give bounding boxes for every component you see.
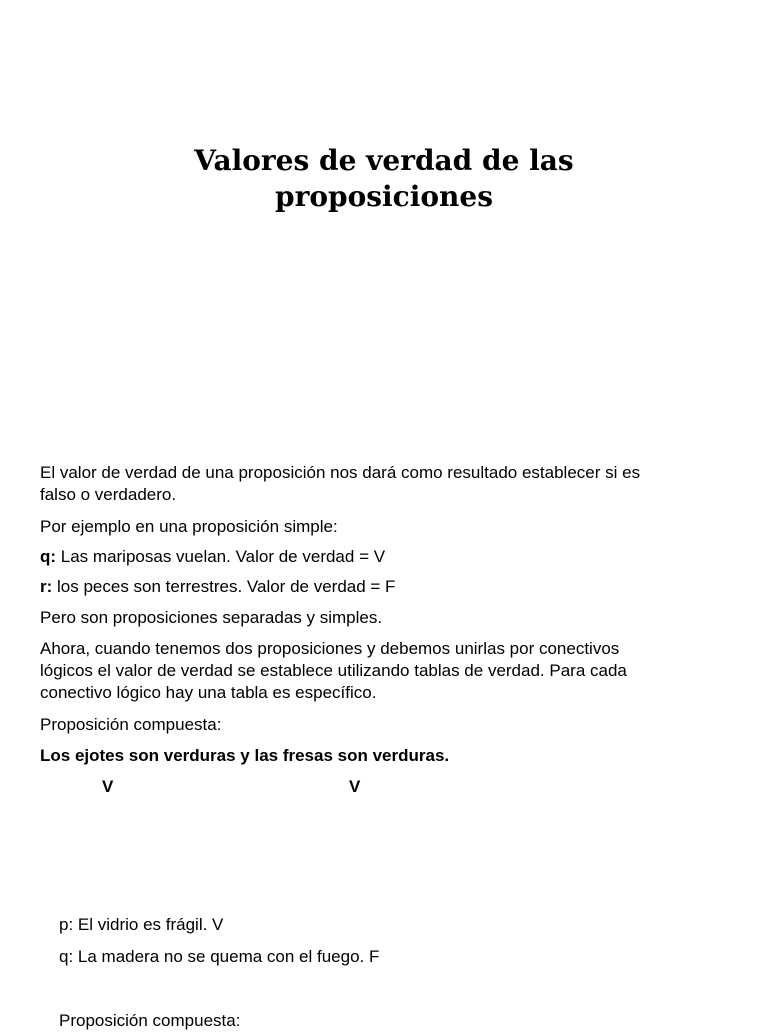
ahora-line-1: Ahora, cuando tenemos dos proposiciones y debemos unirlas por conectivos <box>40 639 620 658</box>
compound-example: Los ejotes son verduras y las fresas son verduras. <box>40 746 450 765</box>
example-intro: Por ejemplo en una proposición simple: <box>40 517 338 536</box>
q-text: Las mariposas vuelan. Valor de verdad = V <box>56 547 386 566</box>
q-label: q: <box>40 547 57 566</box>
p-proposition: p: El vidrio es frágil. V <box>59 915 224 934</box>
ahora-paragraph <box>40 638 730 704</box>
q-proposition <box>40 546 730 568</box>
r-text: los peces son terrestres. Valor de verdad = F <box>52 577 396 596</box>
separate-note: Pero son proposiciones separadas y simples. <box>40 608 383 627</box>
page-title <box>0 143 768 215</box>
ahora-line-3: conectivo lógico hay una tabla es específico. <box>40 683 377 702</box>
title-line-2: proposiciones <box>275 180 493 213</box>
compound-label: Proposición compuesta: <box>40 715 222 734</box>
intro-paragraph <box>40 462 730 506</box>
intro-line-2: falso o verdadero. <box>40 485 177 504</box>
truth-value-first: V <box>102 777 114 796</box>
intro-line-1: El valor de verdad de una proposición nos dará como resultado establecer si es <box>40 463 641 482</box>
q-proposition-2: q: La madera no se quema con el fuego. F <box>59 947 380 966</box>
title-line-1: Valores de verdad de las <box>194 144 574 177</box>
r-proposition <box>40 576 730 598</box>
compound-label-2: Proposición compuesta: <box>59 1011 241 1030</box>
r-label: r: <box>40 577 53 596</box>
truth-value-second: V <box>349 777 361 796</box>
ahora-line-2: lógicos el valor de verdad se establece utilizando tablas de verdad. Para cada <box>40 661 627 680</box>
